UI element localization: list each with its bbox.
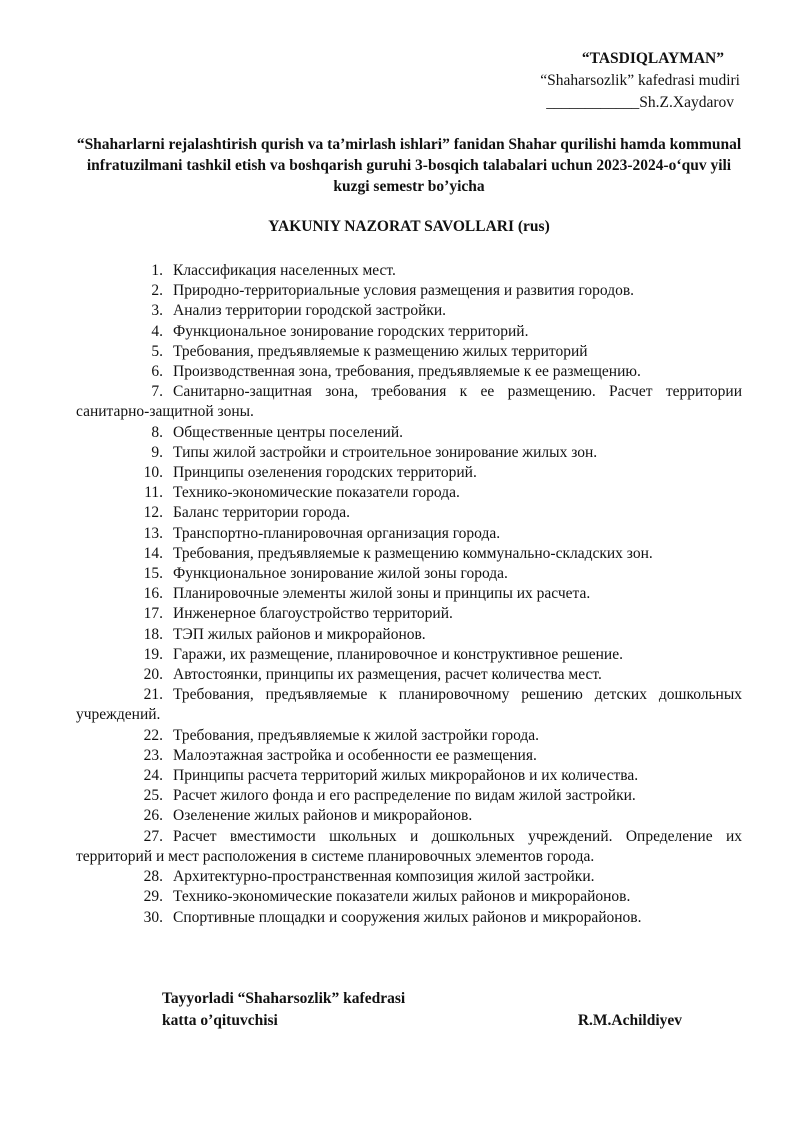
question-text: Инженерное благоустройство территорий. <box>173 605 453 623</box>
question-number: 30. <box>143 908 163 926</box>
question-item <box>76 423 742 443</box>
question-text: Гаражи, их размещение, планировочное и конструктивное решение. <box>173 645 623 663</box>
question-text: Архитектурно-пространственная композиция жилой застройки. <box>173 868 595 886</box>
question-text: Расчет вместимости школьных и дошкольных учреждений. Определение их территорий и мест расположения в системе планировочных элементов города. <box>76 827 742 865</box>
question-number: 5. <box>151 342 163 360</box>
footer-name: R.M.Achildiyev <box>577 1012 682 1029</box>
question-item <box>76 564 742 584</box>
question-item <box>76 261 742 281</box>
question-text: Автостоянки, принципы их размещения, расчет количества мест. <box>173 666 602 684</box>
question-number: 12. <box>143 504 163 522</box>
footer-line-1: Tayyorladi “Shaharsozlik” kafedrasi <box>162 990 406 1007</box>
question-item <box>76 322 742 342</box>
question-text: Производственная зона, требования, предъявляемые к ее размещению. <box>173 363 641 381</box>
question-number: 24. <box>143 767 163 785</box>
approval-role: “Shaharsozlik” kafedrasi mudiri <box>540 72 740 89</box>
question-item <box>76 766 742 786</box>
question-item <box>76 301 742 321</box>
question-number: 1. <box>151 262 163 279</box>
question-text: Требования, предъявляемые к размещению коммунально-складских зон. <box>173 544 653 562</box>
question-number: 17. <box>143 605 163 623</box>
question-number: 28. <box>143 868 163 886</box>
question-item <box>76 726 742 746</box>
question-text: Функциональное зонирование жилой зоны города. <box>173 565 508 583</box>
question-number: 11. <box>144 484 163 502</box>
footer-line-2: katta o’qituvchisi <box>162 1012 278 1029</box>
question-item <box>76 463 742 483</box>
question-item <box>76 584 742 604</box>
question-text: Технико-экономические показатели города. <box>173 484 460 502</box>
question-text: Баланс территории города. <box>173 504 350 522</box>
question-text: Малоэтажная застройка и особенности ее размещения. <box>173 746 537 764</box>
question-item <box>76 645 742 665</box>
question-number: 16. <box>143 585 163 603</box>
question-text: Озеленение жилых районов и микрорайонов. <box>173 807 473 825</box>
question-number: 18. <box>143 625 163 643</box>
question-item <box>76 867 742 887</box>
question-text: Природно-территориальные условия размещения и развития городов. <box>173 282 635 300</box>
question-number: 15. <box>143 565 163 583</box>
question-number: 7. <box>151 383 163 401</box>
approval-block <box>500 48 740 114</box>
question-item <box>76 908 742 928</box>
document-heading: “Shaharlarni rejalashtirish qurish va ta’mirlash ishlari” fanidan Shahar qurilishi hamda kommunal infratuzilmani tashkil etish va boshqarish guruhi 3-bosqich talabalari uchun 2023-2024-o‘quv yili kuzgi semestr bo’yicha <box>76 136 742 195</box>
question-number: 6. <box>151 363 163 381</box>
question-text: Анализ территории городской застройки. <box>173 302 447 320</box>
question-text: Расчет жилого фонда и его распределение по видам жилой застройки. <box>173 787 636 805</box>
question-number: 26. <box>143 807 163 825</box>
question-item <box>76 342 742 362</box>
question-item <box>76 503 742 523</box>
question-text: Санитарно-защитная зона, требования к ее размещению. Расчет территории санитарно-защитной зоны. <box>76 383 742 421</box>
question-text: Транспортно-планировочная организация города. <box>173 524 501 542</box>
question-item <box>76 281 742 301</box>
question-item <box>76 544 742 564</box>
question-number: 4. <box>151 322 163 340</box>
question-item <box>76 382 742 422</box>
question-text: Спортивные площадки и сооружения жилых районов и микрорайонов. <box>173 908 642 926</box>
question-number: 21. <box>143 686 163 704</box>
question-text: ТЭП жилых районов и микрорайонов. <box>173 625 426 643</box>
question-item <box>76 362 742 382</box>
question-number: 19. <box>143 645 163 663</box>
question-text: Функциональное зонирование городских территорий. <box>173 322 529 340</box>
question-text: Принципы расчета территорий жилых микрорайонов и их количества. <box>173 767 639 785</box>
question-number: 25. <box>143 787 163 805</box>
question-item <box>76 524 742 544</box>
question-item <box>76 665 742 685</box>
question-item <box>76 483 742 503</box>
question-text: Требования, предъявляемые к жилой застройки города. <box>173 726 540 744</box>
approval-title: “TASDIQLAYMAN” <box>581 50 724 67</box>
question-number: 10. <box>143 464 163 482</box>
document-subheading: YAKUNIY NAZORAT SAVOLLARI (rus) <box>268 218 550 235</box>
question-text: Планировочные элементы жилой зоны и принципы их расчета. <box>173 585 591 603</box>
approval-signature: ____________Sh.Z.Xaydarov <box>546 94 734 111</box>
footer-block <box>162 988 682 1032</box>
question-number: 23. <box>143 746 163 764</box>
question-text: Требования, предъявляемые к размещению жилых территорий <box>173 342 588 360</box>
question-text: Требования, предъявляемые к планировочному решению детских дошкольных учреждений. <box>76 686 742 724</box>
question-text: Технико-экономические показатели жилых районов и микрорайонов. <box>173 888 631 906</box>
question-item <box>76 786 742 806</box>
question-item <box>76 887 742 907</box>
question-item <box>76 685 742 725</box>
question-number: 8. <box>151 423 163 441</box>
question-item <box>76 746 742 766</box>
question-number: 29. <box>143 888 163 906</box>
question-text: Типы жилой застройки и строительное зонирование жилых зон. <box>173 443 598 461</box>
question-item <box>76 604 742 624</box>
question-number: 20. <box>143 666 163 684</box>
question-text: Общественные центры поселений. <box>173 423 404 441</box>
question-number: 13. <box>143 524 163 542</box>
question-number: 22. <box>143 726 163 744</box>
question-number: 2. <box>151 282 163 300</box>
question-item <box>76 806 742 826</box>
question-item <box>76 827 742 867</box>
question-number: 27. <box>143 827 163 845</box>
question-text: Классификация населенных мест. <box>173 262 396 279</box>
question-number: 9. <box>151 443 163 461</box>
question-list <box>76 261 742 928</box>
question-number: 14. <box>143 544 163 562</box>
question-number: 3. <box>151 302 163 320</box>
question-item <box>76 625 742 645</box>
question-item <box>76 443 742 463</box>
question-text: Принципы озеленения городских территорий. <box>173 464 477 482</box>
